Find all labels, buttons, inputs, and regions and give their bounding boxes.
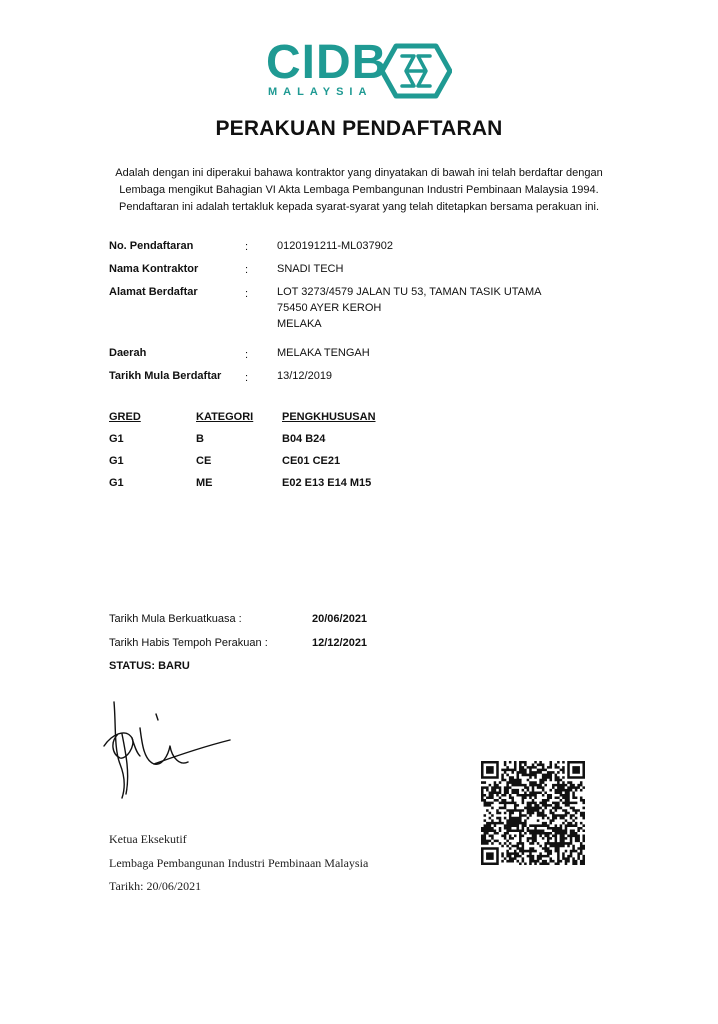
district-value: MELAKA TENGAH	[277, 347, 370, 359]
grade-cell: G1	[109, 433, 124, 445]
qr-code	[481, 761, 585, 865]
colon: :	[245, 349, 249, 361]
specialisation-cell: E02 E13 E14 M15	[282, 477, 372, 489]
intro-line: Lembaga mengikut Bahagian VI Akta Lembaga Pembangunan Industri Pembinaan Malaysia 1994.	[119, 184, 599, 196]
qr-code-icon	[481, 761, 585, 865]
address-value	[277, 284, 542, 332]
category-cell: ME	[196, 477, 213, 489]
category-cell: CE	[196, 455, 212, 467]
address-line: LOT 3273/4579 JALAN TU 53, TAMAN TASIK UTAMA	[277, 286, 542, 298]
specialisation-cell: B04 B24	[282, 433, 326, 445]
effective-date-label: Tarikh Mula Berkuatkuasa :	[109, 613, 242, 625]
colon: :	[245, 264, 249, 276]
specialisation-cell: CE01 CE21	[282, 455, 341, 467]
reg-no-label: No. Pendaftaran	[109, 240, 194, 252]
grade-cell: G1	[109, 455, 124, 467]
signatory-position: Ketua Eksekutif	[109, 832, 187, 846]
specialisation-header: PENGKHUSUSAN	[282, 411, 376, 423]
address-label: Alamat Berdaftar	[109, 286, 198, 298]
address-line: MELAKA	[277, 318, 322, 330]
logo-wordmark: CIDB	[266, 36, 388, 89]
signature	[96, 694, 236, 804]
colon: :	[245, 241, 249, 253]
intro-line: Adalah dengan ini diperakui bahawa kontraktor yang dinyatakan di bawah ini telah berdaftar dengan	[115, 167, 603, 179]
effective-date-value: 20/06/2021	[312, 613, 368, 625]
colon: :	[245, 288, 249, 300]
status-text: STATUS: BARU	[109, 660, 190, 672]
expiry-date-value: 12/12/2021	[312, 637, 368, 649]
logo-country: MALAYSIA	[268, 86, 373, 98]
category-header: KATEGORI	[196, 411, 254, 423]
cidb-logo-icon	[380, 42, 452, 100]
district-label: Daerah	[109, 347, 147, 359]
signatory-organisation: Lembaga Pembangunan Industri Pembinaan Malaysia	[109, 856, 369, 870]
grade-cell: G1	[109, 477, 124, 489]
colon: :	[245, 372, 249, 384]
contractor-value: SNADI TECH	[277, 263, 344, 275]
contractor-label: Nama Kontraktor	[109, 263, 199, 275]
category-cell: B	[196, 433, 204, 445]
grade-header: GRED	[109, 411, 141, 423]
intro-paragraph	[0, 165, 718, 216]
expiry-date-label: Tarikh Habis Tempoh Perakuan :	[109, 637, 268, 649]
start-date-label: Tarikh Mula Berdaftar	[109, 370, 222, 382]
reg-no-value: 0120191211-ML037902	[277, 240, 394, 252]
intro-line: Pendaftaran ini adalah tertakluk kepada syarat-syarat yang telah ditetapkan bersama perakuan ini.	[118, 201, 600, 213]
signatory-date: Tarikh: 20/06/2021	[109, 879, 202, 893]
address-line: 75450 AYER KEROH	[277, 302, 382, 314]
document-title: PERAKUAN PENDAFTARAN	[215, 117, 503, 140]
start-date-value: 13/12/2019	[277, 370, 333, 382]
